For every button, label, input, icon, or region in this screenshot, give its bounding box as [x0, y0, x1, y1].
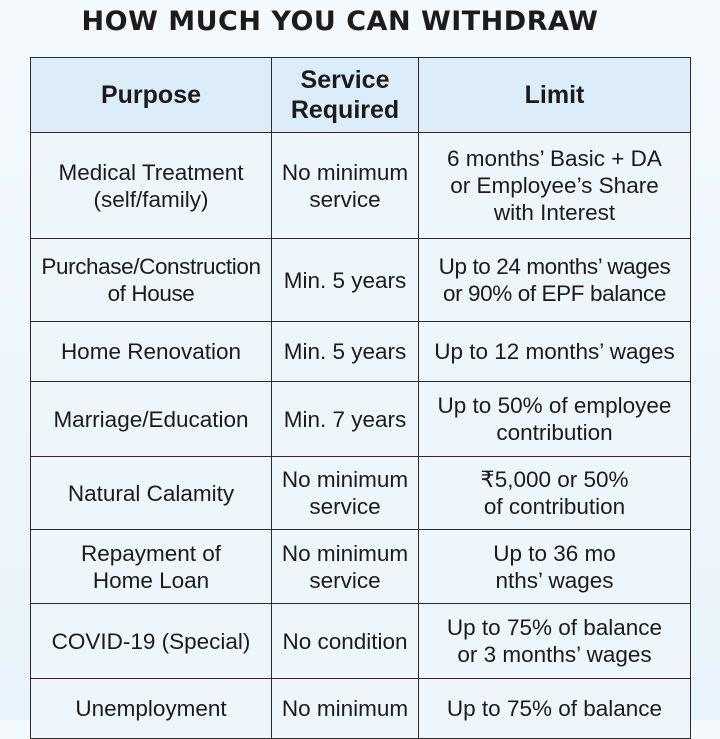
column-header-limit	[419, 58, 691, 133]
table-header-row	[31, 58, 691, 133]
cell-service-required: No minimum	[272, 679, 419, 739]
table-row	[31, 457, 691, 530]
table-row	[31, 322, 691, 382]
cell-limit: Up to 50% of employee contribution	[419, 382, 691, 457]
cell-purpose: Natural Calamity	[31, 457, 272, 530]
page-title: HOW MUCH YOU CAN WITHDRAW	[81, 6, 599, 37]
table-row	[31, 604, 691, 679]
withdrawal-table	[30, 57, 691, 739]
table-row	[31, 530, 691, 604]
column-header-purpose	[31, 58, 272, 133]
column-header-label: Service Required	[290, 66, 400, 124]
cell-limit: Up to 24 months’ wages or 90% of EPF balance	[419, 239, 691, 322]
cell-service-required: Min. 7 years	[272, 382, 419, 457]
cell-service-required: Min. 5 years	[272, 322, 419, 382]
cell-service-required: Min. 5 years	[272, 239, 419, 322]
cell-purpose: Purchase/Construction of House	[31, 239, 272, 322]
cell-limit: Up to 75% of balance or 3 months’ wages	[419, 604, 691, 679]
table-row	[31, 679, 691, 739]
table-row	[31, 382, 691, 457]
cell-limit: Up to 36 mo nths’ wages	[419, 530, 691, 604]
cell-limit: Up to 12 months’ wages	[419, 322, 691, 382]
cell-purpose: COVID-19 (Special)	[31, 604, 272, 679]
cell-service-required: No minimum service	[272, 133, 419, 239]
column-header-label: Limit	[524, 81, 585, 109]
cell-purpose: Medical Treatment (self/family)	[31, 133, 272, 239]
column-header-label: Purpose	[100, 81, 202, 109]
cell-service-required: No minimum service	[272, 457, 419, 530]
cell-limit: Up to 75% of balance	[419, 679, 691, 739]
table-row	[31, 133, 691, 239]
cell-purpose: Repayment of Home Loan	[31, 530, 272, 604]
column-header-service-required	[272, 58, 419, 133]
table-row	[31, 239, 691, 322]
cell-service-required: No minimum service	[272, 530, 419, 604]
cell-purpose: Marriage/Education	[31, 382, 272, 457]
cell-limit: ₹5,000 or 50% of contribution	[419, 457, 691, 530]
cell-limit: 6 months’ Basic + DA or Employee’s Share with Interest	[419, 133, 691, 239]
cell-purpose: Home Renovation	[31, 322, 272, 382]
cell-purpose: Unemployment	[31, 679, 272, 739]
cell-service-required: No condition	[272, 604, 419, 679]
